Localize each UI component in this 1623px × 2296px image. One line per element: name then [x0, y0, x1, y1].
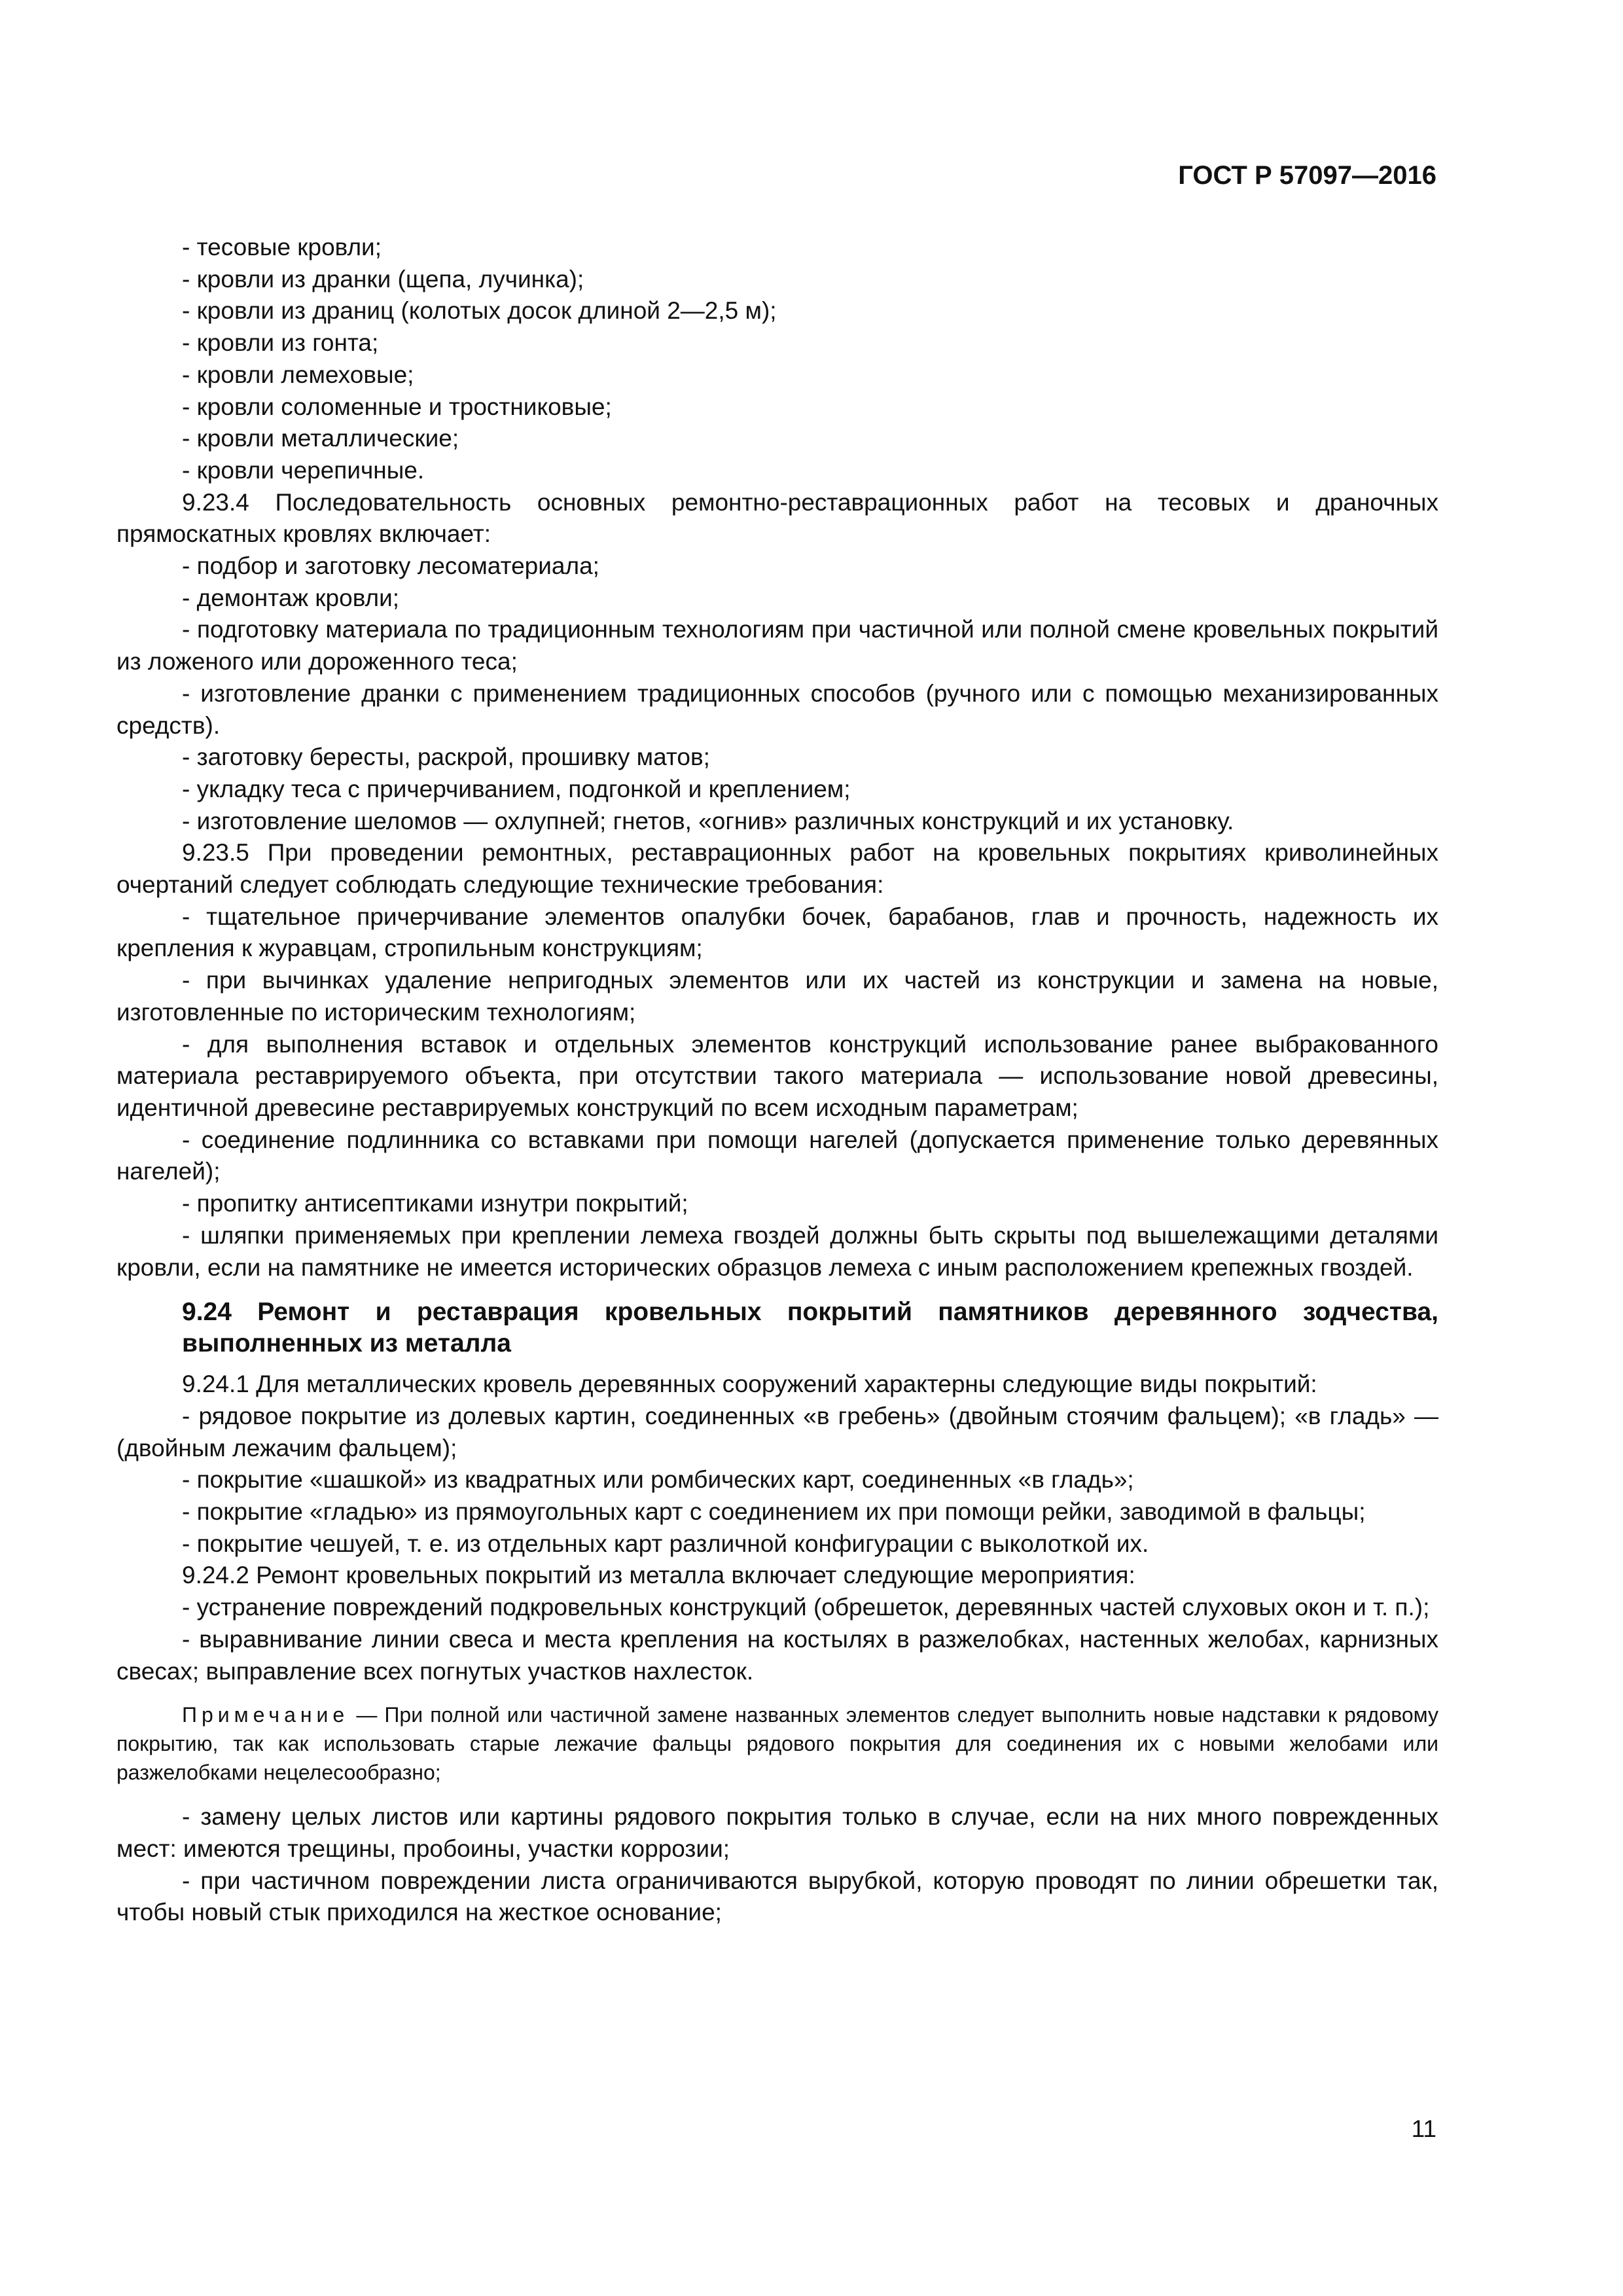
list-item: - кровли соломенные и тростниковые; — [182, 393, 612, 420]
page-body — [116, 232, 1438, 1929]
list-item: - рядовое покрытие из долевых картин, соединенных «в гребень» (двойным стоячим фальцем); «в гладь» — (двойным лежачим фальцем); — [116, 1402, 1438, 1462]
paragraph-9-23-5: 9.23.5 При проведении ремонтных, реставрационных работ на кровельных покрытиях криволинейных очертаний следует соблюдать следующие технические требования: — [116, 839, 1438, 899]
paragraph-9-24-2: 9.24.2 Ремонт кровельных покрытий из металла включает следующие мероприятия: — [182, 1562, 1135, 1589]
paragraph-9-23-4: 9.23.4 Последовательность основных ремонтно-реставрационных работ на тесовых и драночных прямоскатных кровлях включает: — [116, 488, 1438, 548]
list-item: - замену целых листов или картины рядового покрытия только в случае, если на них много поврежденных мест: имеются трещины, пробоины, участки коррозии; — [116, 1803, 1438, 1862]
page-number: 11 — [1411, 2115, 1436, 2142]
list-item: - покрытие чешуей, т. е. из отдельных карт различной конфигурации с выколоткой их. — [182, 1530, 1149, 1557]
list-item: - для выполнения вставок и отдельных элементов конструкций использование ранее выбракованного материала реставрируемого объекта, при отсутствии такого материала — использование новой древесины, идентичной древесине реставрируемых конструкций по всем исходным параметрам; — [116, 1030, 1438, 1121]
list-item: - кровли из драниц (колотых досок длиной 2—2,5 м); — [182, 297, 777, 325]
list-item: - кровли из гонта; — [182, 329, 379, 357]
list-item: - шляпки применяемых при креплении лемеха гвоздей должны быть скрыты под вышележащими деталями кровли, если на памятнике не имеется исторических образцов лемеха с иным расположением крепежных гвоздей. — [116, 1221, 1438, 1281]
list-item: - соединение подлинника со вставками при помощи нагелей (допускается применение только деревянных нагелей); — [116, 1126, 1438, 1185]
document-code: ГОСТ Р 57097—2016 — [1178, 161, 1436, 190]
list-item: - кровли черепичные. — [182, 456, 425, 484]
list-item: - при частичном повреждении листа ограничиваются вырубкой, которую проводят по линии обрешетки так, чтобы новый стык приходился на жесткое основание; — [116, 1867, 1438, 1926]
list-item: - заготовку бересты, раскрой, прошивку матов; — [182, 744, 710, 771]
list-item: - кровли металлические; — [182, 425, 459, 452]
paragraph-9-24-1: 9.24.1 Для металлических кровель деревянных сооружений характерны следующие виды покрытий: — [182, 1371, 1317, 1398]
list-item: - покрытие «гладью» из прямоугольных карт с соединением их при помощи рейки, заводимой в фальцы; — [182, 1498, 1366, 1526]
list-item: - кровли из дранки (щепа, лучинка); — [182, 265, 584, 293]
list-item: - пропитку антисептиками изнутри покрытий; — [182, 1190, 688, 1217]
list-item: - подготовку материала по традиционным технологиям при частичной или полной смене кровельных покрытий из ложеного или дороженного теса; — [116, 616, 1438, 675]
list-item: - укладку теса с причерчиванием, подгонкой и креплением; — [182, 775, 851, 802]
list-item: - демонтаж кровли; — [182, 584, 400, 611]
list-item: - подбор и заготовку лесоматериала; — [182, 552, 599, 580]
list-item: - тесовые кровли; — [182, 234, 382, 260]
list-item: - изготовление дранки с применением традиционных способов (ручного или с помощью механизированных средств). — [116, 679, 1438, 739]
list-item: - тщательное причерчивание элементов опалубки бочек, барабанов, глав и прочность, надежность их крепления к журавцам, стропильным конструкциям; — [116, 903, 1438, 962]
list-item: - кровли лемеховые; — [182, 361, 414, 388]
list-item: - устранение повреждений подкровельных конструкций (обрешеток, деревянных частей слуховых окон и т. п.); — [182, 1594, 1430, 1621]
note — [116, 1700, 1438, 1787]
list-item: - изготовление шеломов — охлупней; гнетов, «огнив» различных конструкций и их установку. — [182, 807, 1234, 834]
list-item: - при вычинках удаление непригодных элементов или их частей из конструкции и замена на новые, изготовленные по историческим технологиям; — [116, 967, 1438, 1026]
note-label: Примечание — [182, 1703, 349, 1727]
note-text: — При полной или частичной замене названных элементов следует выполнить новые надставки к рядовому покрытию, так как использовать старые лежачие фальцы рядового покрытия для соединения их с новыми желобами или разжелобками нецелесообразно; — [116, 1703, 1439, 1785]
list-item: - покрытие «шашкой» из квадратных или ромбических карт, соединенных «в гладь»; — [182, 1466, 1134, 1494]
list-item: - выравнивание линии свеса и места крепления на костылях в разжелобках, настенных желобах, карнизных свесах; выправление всех погнутых участков нахлесток. — [116, 1625, 1438, 1685]
section-heading-9-24: 9.24 Ремонт и реставрация кровельных покрытий памятников деревянного зодчества, выполненных из металла — [182, 1298, 1438, 1358]
